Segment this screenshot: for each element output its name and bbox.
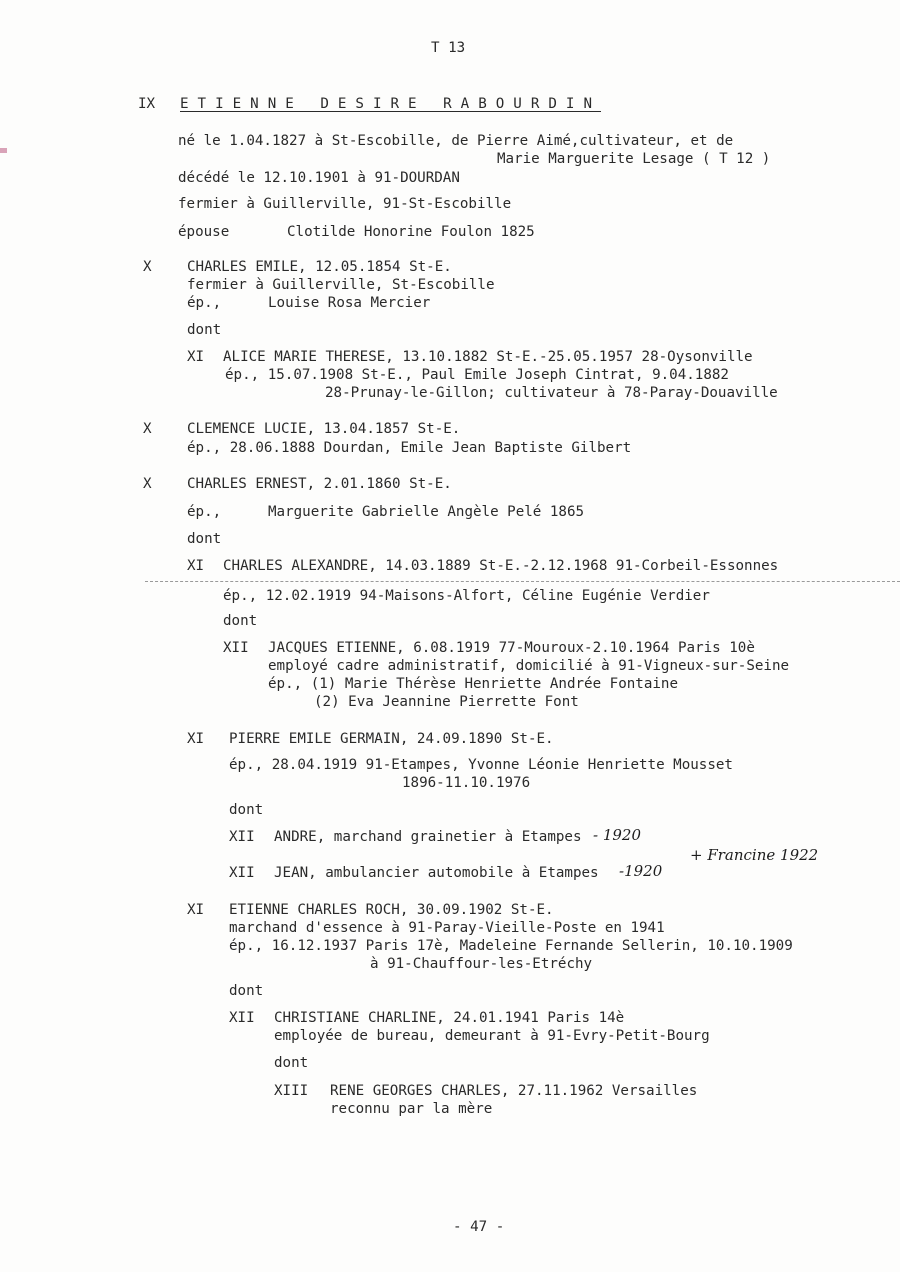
- dont-label: dont: [187, 322, 222, 338]
- great-grandchild-andre: ANDRE, marchand grainetier à Etampes: [274, 829, 582, 845]
- spouse-label: ép.,: [187, 504, 222, 520]
- spouse-name: Louise Rosa Mercier: [268, 295, 431, 311]
- dont-label: dont: [187, 531, 222, 547]
- spouse-label: ép.,: [187, 295, 222, 311]
- spouse-name: Clotilde Honorine Foulon 1825: [287, 224, 535, 240]
- generation-x: X: [143, 421, 152, 437]
- birth-line-1: né le 1.04.1827 à St-Escobille, de Pierre Aimé,cultivateur, et de: [178, 133, 734, 149]
- handwritten-note: - 1920: [593, 826, 642, 844]
- generation-xi: XI: [187, 558, 205, 574]
- death-line: décédé le 12.10.1901 à 91-DOURDAN: [178, 170, 460, 186]
- child-occupation: fermier à Guillerville, St-Escobille: [187, 277, 495, 293]
- child-marriage: ép., 28.06.1888 Dourdan, Emile Jean Baptiste Gilbert: [187, 440, 632, 456]
- handwritten-margin-note: + Francine 1922: [690, 846, 819, 864]
- page-fold-line: [145, 581, 900, 582]
- generation-xi: XI: [187, 731, 205, 747]
- dont-label: dont: [223, 613, 258, 629]
- grandchild-marriage: ép., 15.07.1908 St-E., Paul Emile Joseph Cintrat, 9.04.1882: [225, 367, 729, 383]
- grandchild-alice: ALICE MARIE THERESE, 13.10.1882 St-E.-25.05.1957 28-Oysonville: [223, 349, 753, 365]
- generation-xii: XII: [229, 1010, 255, 1026]
- dont-label: dont: [229, 983, 264, 999]
- great-grandchild-marriage-2: (2) Eva Jeannine Pierrette Font: [314, 694, 579, 710]
- grandchild-detail: 28-Prunay-le-Gillon; cultivateur à 78-Paray-Douaville: [325, 385, 778, 401]
- great-grandchild-jacques: JACQUES ETIENNE, 6.08.1919 77-Mouroux-2.10.1964 Paris 10è: [268, 640, 755, 656]
- page-code: T 13: [431, 40, 466, 56]
- great-great-grandchild-note: reconnu par la mère: [330, 1101, 493, 1117]
- child-clemence: CLEMENCE LUCIE, 13.04.1857 St-E.: [187, 421, 461, 437]
- grandchild-marriage: ép., 12.02.1919 94-Maisons-Alfort, Céline Eugénie Verdier: [223, 588, 710, 604]
- great-grandchild-christiane: CHRISTIANE CHARLINE, 24.01.1941 Paris 14è: [274, 1010, 625, 1026]
- spouse-name: Marguerite Gabrielle Angèle Pelé 1865: [268, 504, 585, 520]
- occupation-line: fermier à Guillerville, 91-St-Escobille: [178, 196, 512, 212]
- generation-xi: XI: [187, 902, 205, 918]
- great-grandchild-marriage-1: ép., (1) Marie Thérèse Henriette Andrée Fontaine: [268, 676, 678, 692]
- grandchild-etienne-charles: ETIENNE CHARLES ROCH, 30.09.1902 St-E.: [229, 902, 554, 918]
- generation-x: X: [143, 259, 152, 275]
- great-great-grandchild-rene: RENE GEORGES CHARLES, 27.11.1962 Versailles: [330, 1083, 698, 1099]
- generation-ix: IX: [138, 96, 156, 112]
- spouse-label: épouse: [178, 224, 230, 240]
- child-charles-emile: CHARLES EMILE, 12.05.1854 St-E.: [187, 259, 452, 275]
- grandchild-marriage: ép., 28.04.1919 91-Etampes, Yvonne Léonie Henriette Mousset: [229, 757, 733, 773]
- dont-label: dont: [274, 1055, 309, 1071]
- generation-xi: XI: [187, 349, 205, 365]
- child-charles-ernest: CHARLES ERNEST, 2.01.1860 St-E.: [187, 476, 452, 492]
- generation-xii: XII: [229, 865, 255, 881]
- grandchild-occupation: marchand d'essence à 91-Paray-Vieille-Poste en 1941: [229, 920, 665, 936]
- generation-xii: XII: [229, 829, 255, 845]
- handwritten-note: -1920: [619, 862, 663, 880]
- generation-xii: XII: [223, 640, 249, 656]
- grandchild-spouse-dates: 1896-11.10.1976: [402, 775, 531, 791]
- grandchild-marriage: ép., 16.12.1937 Paris 17è, Madeleine Fernande Sellerin, 10.10.1909: [229, 938, 793, 954]
- grandchild-charles-alexandre: CHARLES ALEXANDRE, 14.03.1889 St-E.-2.12.1968 91-Corbeil-Essonnes: [223, 558, 779, 574]
- entry-title: ETIENNE DESIRE RABOURDIN: [180, 96, 601, 112]
- grandchild-spouse-birthplace: à 91-Chauffour-les-Etréchy: [370, 956, 593, 972]
- great-grandchild-occupation: employée de bureau, demeurant à 91-Evry-Petit-Bourg: [274, 1028, 710, 1044]
- margin-mark: [0, 148, 7, 153]
- great-grandchild-occupation: employé cadre administratif, domicilié à 91-Vigneux-sur-Seine: [268, 658, 790, 674]
- generation-x: X: [143, 476, 152, 492]
- dont-label: dont: [229, 802, 264, 818]
- generation-xiii: XIII: [274, 1083, 309, 1099]
- page-number: - 47 -: [453, 1219, 505, 1235]
- great-grandchild-jean: JEAN, ambulancier automobile à Etampes: [274, 865, 599, 881]
- grandchild-pierre-emile: PIERRE EMILE GERMAIN, 24.09.1890 St-E.: [229, 731, 554, 747]
- birth-line-2: Marie Marguerite Lesage ( T 12 ): [497, 151, 771, 167]
